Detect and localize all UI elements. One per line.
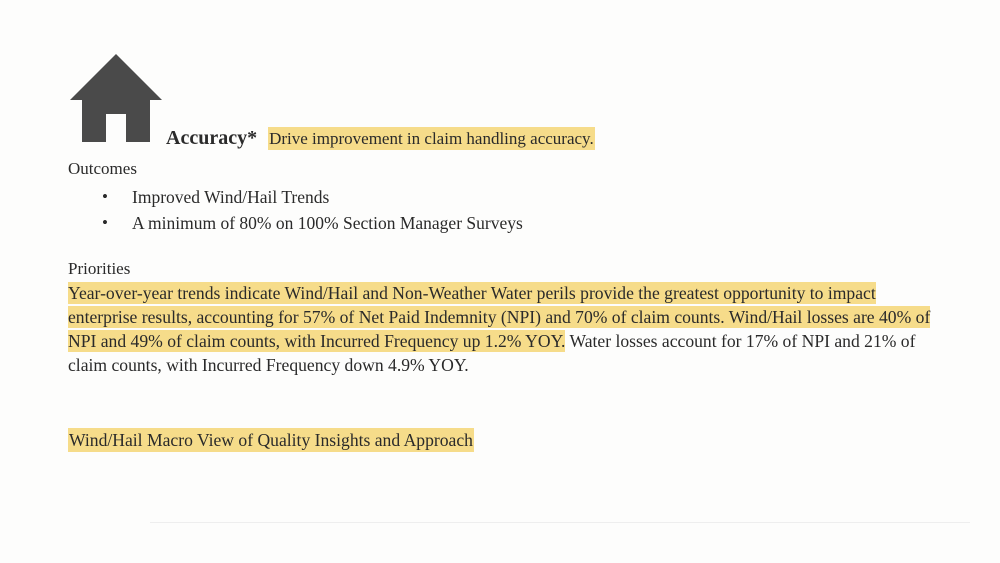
home-icon [68,52,164,144]
macro-view-text: Wind/Hail Macro View of Quality Insights and Approach [69,430,473,450]
list-item [102,184,523,210]
highlighted-text: Year-over-year trends indicate Wind/Hail and Non-Weather Water perils provide the greatest opportunity to impact enterprise results, accounting for 57% of Net Paid Indemnity (NPI) and 70% of claim counts. Wind/Hail losses are 40% of NPI and 49% of claim counts, with Incurred Frequency up 1.2% YOY. [68,283,931,351]
outcome-text: Improved Wind/Hail Trends [132,187,330,207]
outcomes-label: Outcomes [68,159,137,178]
plain-text: Water losses account for 17% of NPI and 21% of claim counts, with Incurred Frequency down 4.9% YOY. [68,331,916,375]
outcomes-list [102,184,523,236]
macro-view-heading [68,428,474,452]
section-heading [166,124,595,153]
priorities-paragraph [68,281,938,377]
bullet-icon: • [102,213,108,232]
section-title: Accuracy* [166,127,258,149]
bullet-icon: • [102,187,108,206]
section-statement: Drive improvement in claim handling accuracy. [269,129,594,148]
divider [150,522,970,523]
priorities-label: Priorities [68,259,131,278]
list-item [102,210,523,236]
outcome-text: A minimum of 80% on 100% Section Manager Surveys [132,213,523,233]
